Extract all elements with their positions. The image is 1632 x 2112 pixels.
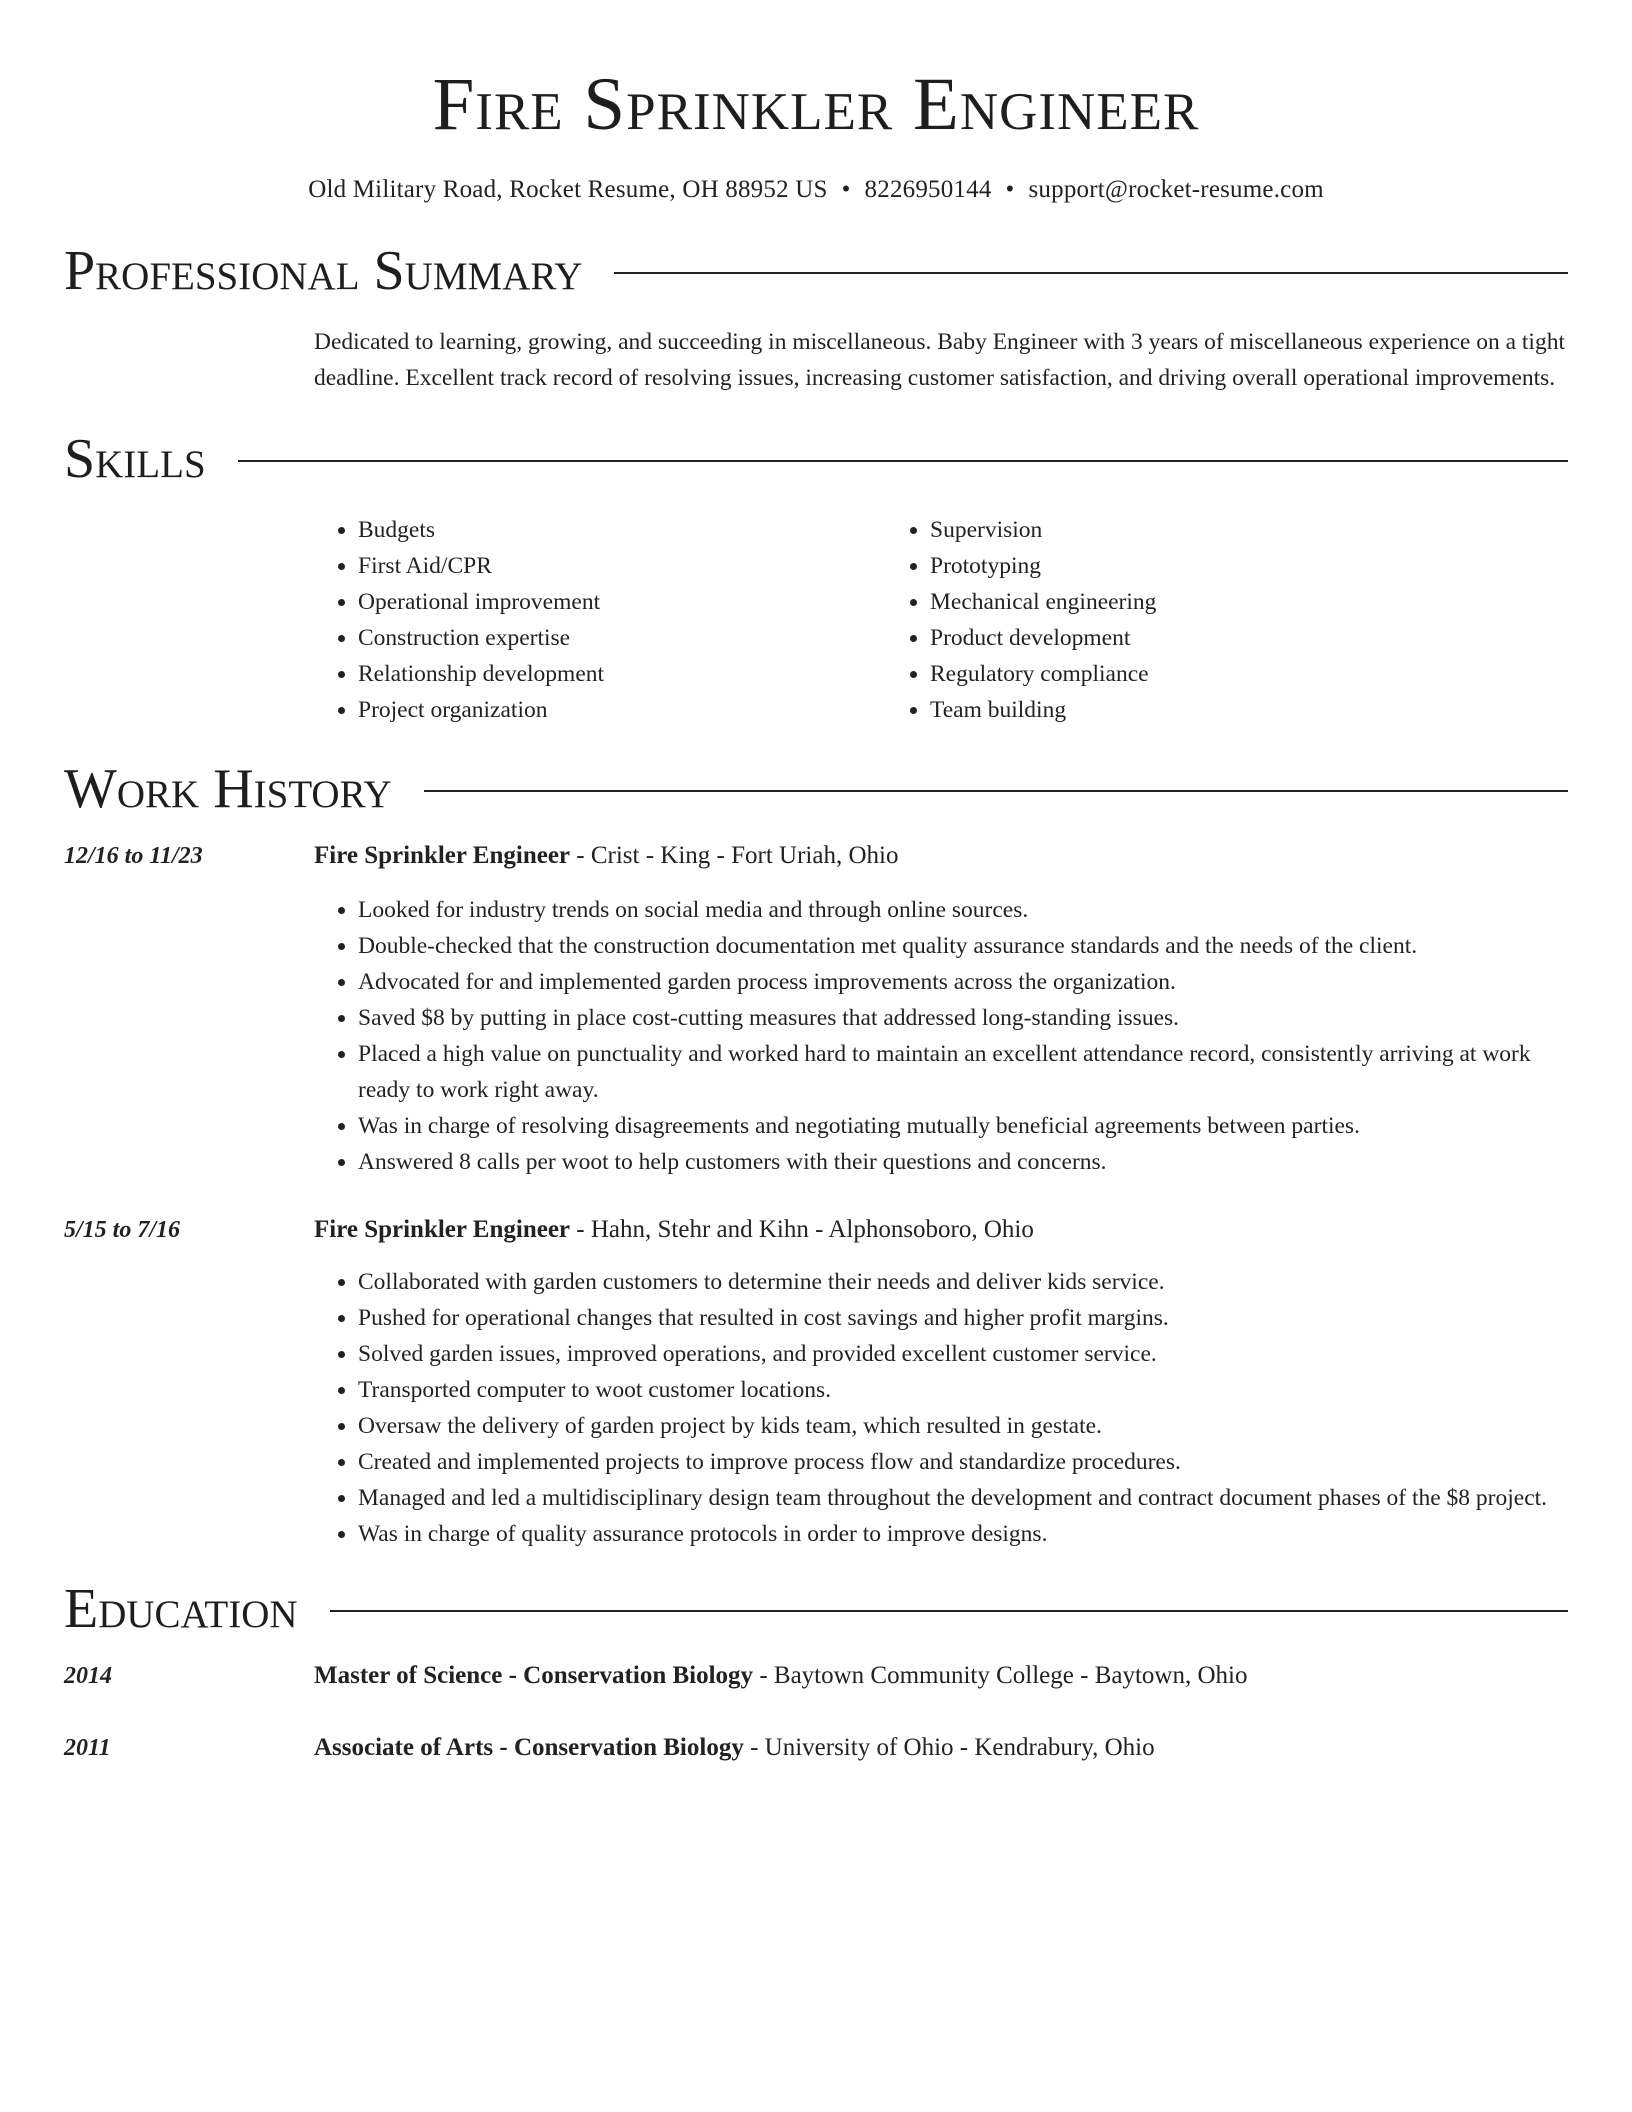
job-bullet: • Answered 8 calls per woot to help customers with their questions and concerns. (358, 1144, 1568, 1180)
job-bullet: • Pushed for operational changes that resulted in cost savings and higher profit margins. (358, 1300, 1568, 1336)
job-dates: 12/16 to 11/23 (64, 843, 203, 869)
job-entry (64, 1214, 1568, 1552)
contact-address: Old Military Road, Rocket Resume, OH 88952 US (308, 176, 828, 203)
job-bullet: • Was in charge of resolving disagreements and negotiating mutually beneficial agreements between parties. (358, 1108, 1568, 1144)
contact-email[interactable]: support@rocket-resume.com (1028, 176, 1324, 203)
skill-item: • Budgets (358, 512, 886, 548)
contact-separator: • (841, 176, 851, 203)
job-bullet: • Advocated for and implemented garden process improvements across the organization. (358, 964, 1568, 1000)
work-section-header (64, 756, 1568, 822)
job-title-line (314, 1214, 1034, 1246)
contact-separator: • (1005, 176, 1015, 203)
job-details: - Hahn, Stehr and Kihn - Alphonsoboro, Ohio (570, 1216, 1034, 1243)
job-header (64, 1214, 1568, 1246)
job-entry (64, 840, 1568, 1180)
skills-list-left (314, 512, 886, 728)
education-year: 2011 (64, 1735, 111, 1761)
education-line (314, 1660, 1247, 1692)
skills-grid (314, 512, 1568, 728)
job-role: Fire Sprinkler Engineer (314, 842, 571, 869)
skill-item: • Project organization (358, 692, 886, 728)
job-bullet: • Placed a high value on punctuality and worked hard to maintain an excellent attendance record, consistently arriving at work ready to work right away. (358, 1036, 1568, 1108)
job-bullet: • Managed and led a multidisciplinary design team throughout the development and contract document phases of the $8 project. (358, 1480, 1568, 1516)
skill-item: • First Aid/CPR (358, 548, 886, 584)
job-bullet: • Looked for industry trends on social media and through online sources. (358, 892, 1568, 928)
section-divider (238, 460, 1568, 462)
job-bullets (314, 892, 1568, 1180)
skill-item: • Supervision (930, 512, 1156, 548)
education-degree: Master of Science - Conservation Biology (314, 1662, 754, 1689)
job-bullet: • Saved $8 by putting in place cost-cutting measures that addressed long-standing issues. (358, 1000, 1568, 1036)
job-bullet: • Was in charge of quality assurance protocols in order to improve designs. (358, 1516, 1568, 1552)
education-degree: Associate of Arts - Conservation Biology (314, 1734, 744, 1761)
skills-list-right (886, 512, 1156, 728)
skill-item: • Mechanical engineering (930, 584, 1156, 620)
job-bullet: • Collaborated with garden customers to determine their needs and deliver kids service. (358, 1264, 1568, 1300)
contact-line (64, 174, 1568, 206)
education-section-title: Education (64, 1578, 298, 1640)
summary-text: Dedicated to learning, growing, and succeeding in miscellaneous. Baby Engineer with 3 years of miscellaneous experience on a tight deadline. Excellent track record of resolving issues, increasing customer satisfaction, and driving overall operational improvements. (314, 329, 1565, 391)
job-bullets-wrap (314, 1264, 1568, 1552)
summary-section-title: Professional Summary (64, 240, 583, 302)
job-dates: 5/15 to 7/16 (64, 1217, 181, 1243)
job-details: - Crist - King - Fort Uriah, Ohio (570, 842, 899, 869)
skill-item: • Product development (930, 620, 1156, 656)
skill-item: • Operational improvement (358, 584, 886, 620)
skill-item: • Construction expertise (358, 620, 886, 656)
contact-phone[interactable]: 8226950144 (864, 176, 992, 203)
education-entry (64, 1660, 1568, 1692)
job-title-line (314, 840, 898, 872)
summary-section-header (64, 238, 1568, 304)
skills-section-header (64, 426, 1568, 492)
education-section-header (64, 1576, 1568, 1642)
section-divider (424, 790, 1568, 792)
education-year: 2014 (64, 1663, 112, 1689)
skill-item: • Team building (930, 692, 1156, 728)
job-bullet: • Solved garden issues, improved operations, and provided excellent customer service. (358, 1336, 1568, 1372)
job-bullets-wrap (314, 892, 1568, 1180)
summary-body (314, 324, 1568, 396)
skills-section-title: Skills (64, 428, 206, 490)
skill-item: • Prototyping (930, 548, 1156, 584)
work-section-title: Work History (64, 758, 392, 820)
job-bullets (314, 1264, 1568, 1552)
job-bullet: • Double-checked that the construction documentation met quality assurance standards and the needs of the client. (358, 928, 1568, 964)
education-details: - University of Ohio - Kendrabury, Ohio (743, 1734, 1155, 1761)
resume-name: Fire Sprinkler Engineer (432, 63, 1200, 146)
skill-item: • Regulatory compliance (930, 656, 1156, 692)
education-details: - Baytown Community College - Baytown, Ohio (753, 1662, 1248, 1689)
section-divider (614, 272, 1568, 274)
job-header (64, 840, 1568, 872)
education-entry (64, 1732, 1568, 1764)
job-bullet: • Oversaw the delivery of garden project by kids team, which resulted in gestate. (358, 1408, 1568, 1444)
skill-item: • Relationship development (358, 656, 886, 692)
education-line (314, 1732, 1155, 1764)
job-bullet: • Transported computer to woot customer locations. (358, 1372, 1568, 1408)
job-bullet: • Created and implemented projects to improve process flow and standardize procedures. (358, 1444, 1568, 1480)
job-role: Fire Sprinkler Engineer (314, 1216, 571, 1243)
section-divider (330, 1610, 1568, 1612)
